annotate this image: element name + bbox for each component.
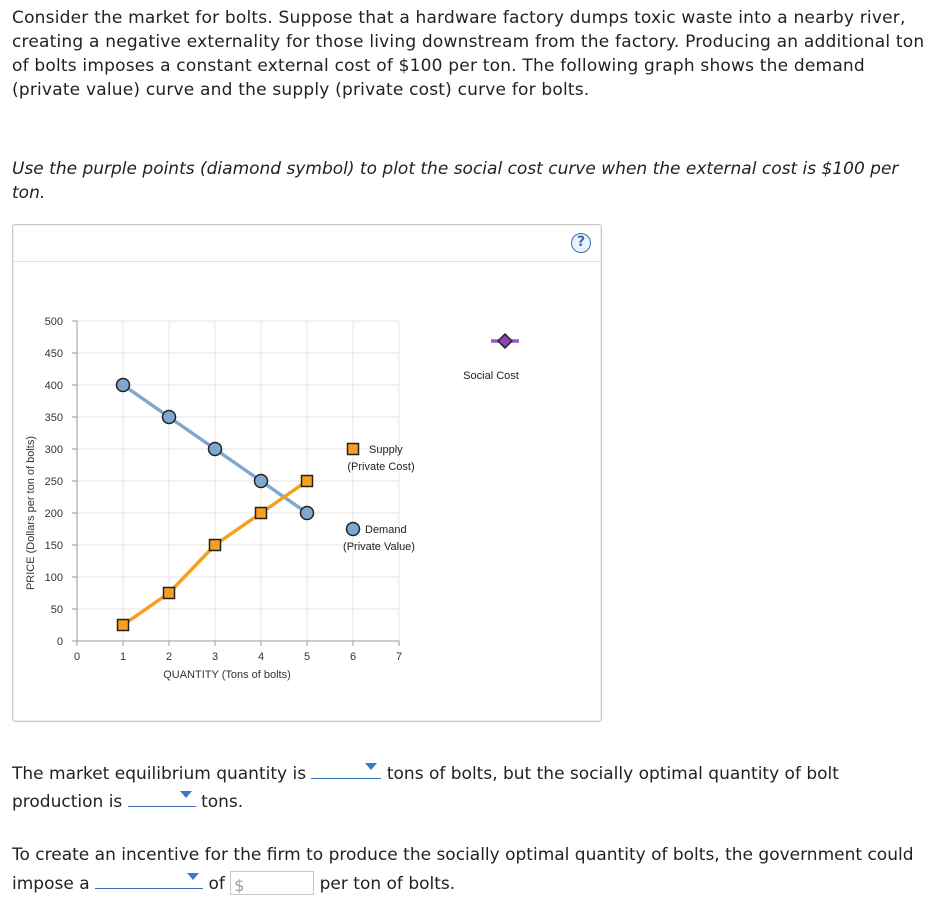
y-tick-label: 100 [44,572,63,584]
supply-point [210,540,221,551]
y-tick-label: 500 [44,316,63,328]
demand-point [163,411,176,424]
instruction-text: Use the purple points (diamond symbol) to plot the social cost curve when the external cost is $100 per ton. [12,159,899,203]
y-tick-label: 400 [44,380,63,392]
intro-text: Consider the market for bolts. Suppose that a hardware factory dumps toxic waste into a nearby river, creating a negative externality for those living downstream from the factory. Producing an additional ton of bolts imposes a constant external cost of $100 per ton. The following graph shows the demand (private value) curve and the supply (private cost) curve for bolts. [12,8,925,100]
chevron-down-icon [187,873,199,880]
demand-point [209,443,222,456]
tax-amount-box [230,871,314,895]
chevron-down-icon [180,791,192,798]
policy-type-dropdown[interactable] [95,868,203,889]
q1-suffix: tons. [201,792,244,812]
q2-prefix: To create an incentive for the firm to produce the socially optimal quantity of bolts, the government could impose a [12,845,914,894]
demand-point [117,379,130,392]
x-tick-label: 0 [73,651,81,663]
dollar-sign: $ [234,876,245,895]
social-cost-diamond-icon[interactable] [498,334,512,348]
chart-svg[interactable] [13,225,601,721]
demand-label-marker [347,523,360,536]
x-tick-label: 3 [211,651,219,663]
legend-layer [343,334,519,553]
y-tick-label: 300 [44,444,63,456]
chevron-down-icon [365,763,377,770]
demand-label: Demand [365,524,407,536]
graph-panel [12,224,602,722]
y-tick-label: 350 [44,412,63,424]
supply-point [256,508,267,519]
x-axis-label: QUANTITY (Tons of bolts) [163,669,291,681]
optimal-quantity-dropdown[interactable] [128,786,196,807]
q2-suffix: per ton of bolts. [319,874,456,894]
supply-point [118,620,129,631]
y-axis-label: PRICE (Dollars per ton of bolts) [25,435,37,591]
x-tick-label: 6 [349,651,357,663]
help-icon[interactable]: ? [571,233,591,253]
y-tick-label: 200 [44,508,63,520]
supply-label-marker [348,444,359,455]
y-tick-label: 250 [44,476,63,488]
x-tick-label: 7 [395,651,403,663]
y-tick-label: 450 [44,348,63,360]
y-tick-label: 150 [44,540,63,552]
x-tick-label: 5 [303,651,311,663]
equilibrium-quantity-dropdown[interactable] [311,758,381,779]
supply-point [164,588,175,599]
supply-label: Supply [369,444,403,456]
q1-middle: tons of bolts, but the socially optimal quantity of bolt production is [12,764,839,812]
demand-sublabel: (Private Value) [343,541,415,553]
q1-prefix: The market equilibrium quantity is [12,764,307,784]
y-tick-label: 0 [56,636,63,648]
supply-point [302,476,313,487]
y-tick-label: 50 [50,604,63,616]
demand-point [301,507,314,520]
answer-section-2 [12,842,922,897]
q2-of: of [208,874,225,894]
tax-amount-input[interactable] [247,873,315,895]
answer-section-1 [12,758,922,814]
demand-point [255,475,268,488]
social-cost-label: Social Cost [463,370,519,382]
axes [72,321,399,646]
tick-labels [25,316,402,681]
grid-lines [77,321,399,641]
x-tick-label: 2 [165,651,173,663]
x-tick-label: 4 [257,651,265,663]
supply-sublabel: (Private Cost) [347,461,415,473]
x-tick-label: 1 [119,651,127,663]
